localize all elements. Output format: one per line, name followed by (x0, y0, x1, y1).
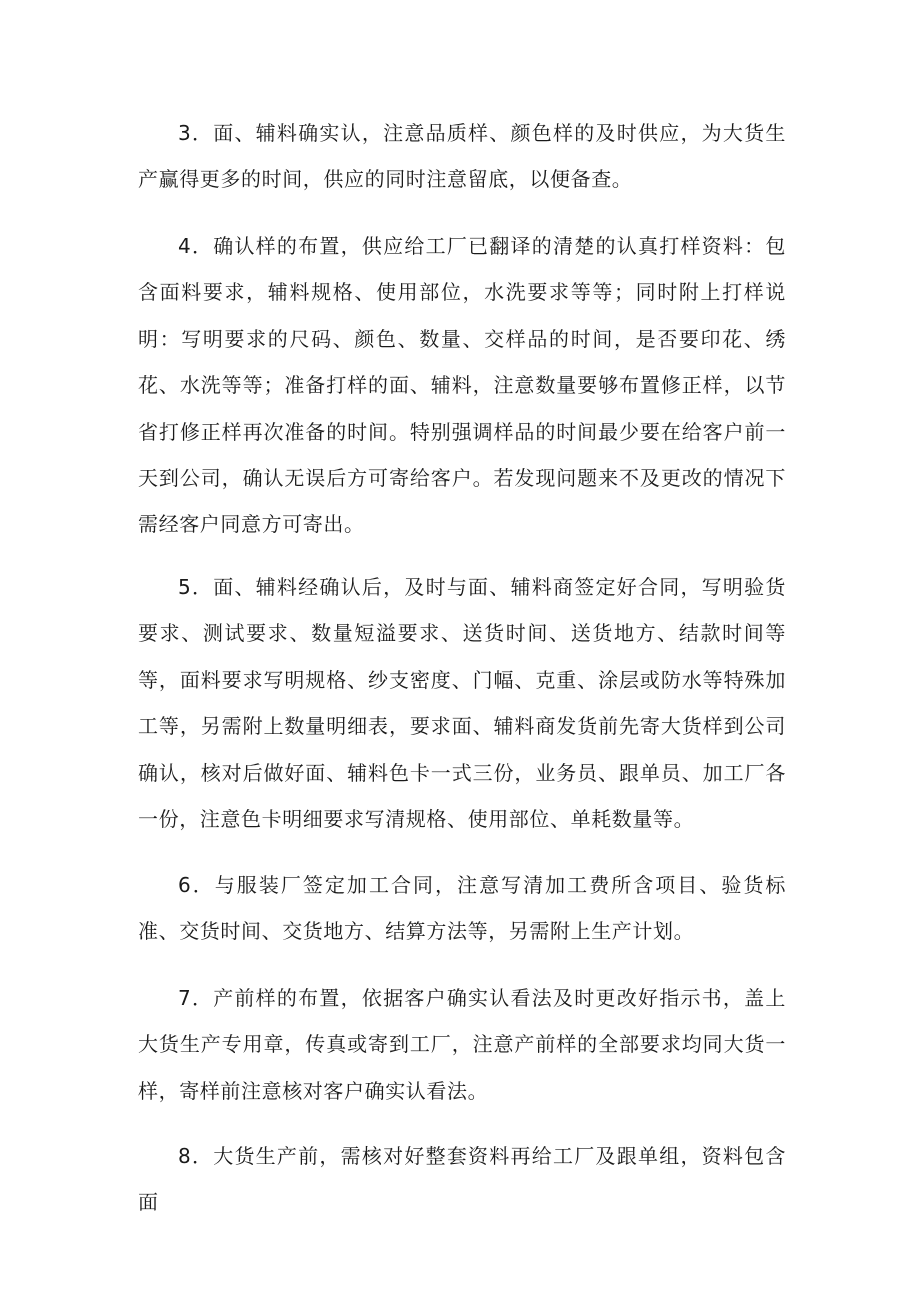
paragraph-item-7: 7．产前样的布置，依据客户确实认看法及时更改好指示书，盖上大货生产专用章，传真或寄到工厂，注意产前样的全部要求均同大货一样，寄样前注意核对客户确实认看法。 (138, 986, 786, 1103)
paragraph-item-3: 3．面、辅料确实认，注意品质样、颜色样的及时供应，为大货生产赢得更多的时间，供应的同时注意留底，以便备查。 (138, 121, 786, 192)
paragraph-item-4: 4．确认样的布置，供应给工厂已翻译的清楚的认真打样资料：包含面料要求，辅料规格、使用部位，水洗要求等等；同时附上打样说明：写明要求的尺码、颜色、数量、交样品的时间，是否要印花、绣花、水洗等等；准备打样的面、辅料，注意数量要够布置修正样，以节省打修正样再次准备的时间。特别强调样品的时间最少要在给客户前一天到公司，确认无误后方可寄给客户。若发现问题来不及更改的情况下需经客户同意方可寄出。 (138, 234, 786, 537)
paragraph-item-6: 6．与服装厂签定加工合同，注意写清加工费所含项目、验货标准、交货时间、交货地方、结算方法等，另需附上生产计划。 (138, 873, 786, 944)
paragraph-item-8: 8．大货生产前，需核对好整套资料再给工厂及跟单组，资料包含面 (138, 1144, 786, 1215)
paragraph-item-5: 5．面、辅料经确认后，及时与面、辅料商签定好合同，写明验货要求、测试要求、数量短溢要求、送货时间、送货地方、结款时间等等，面料要求写明规格、纱支密度、门幅、克重、涂层或防水等特殊加工等，另需附上数量明细表，要求面、辅料商发货前先寄大货样到公司确认，核对后做好面、辅料色卡一式三份，业务员、跟单员、加工厂各一份，注意色卡明细要求写清规格、使用部位、单耗数量等。 (138, 575, 786, 832)
